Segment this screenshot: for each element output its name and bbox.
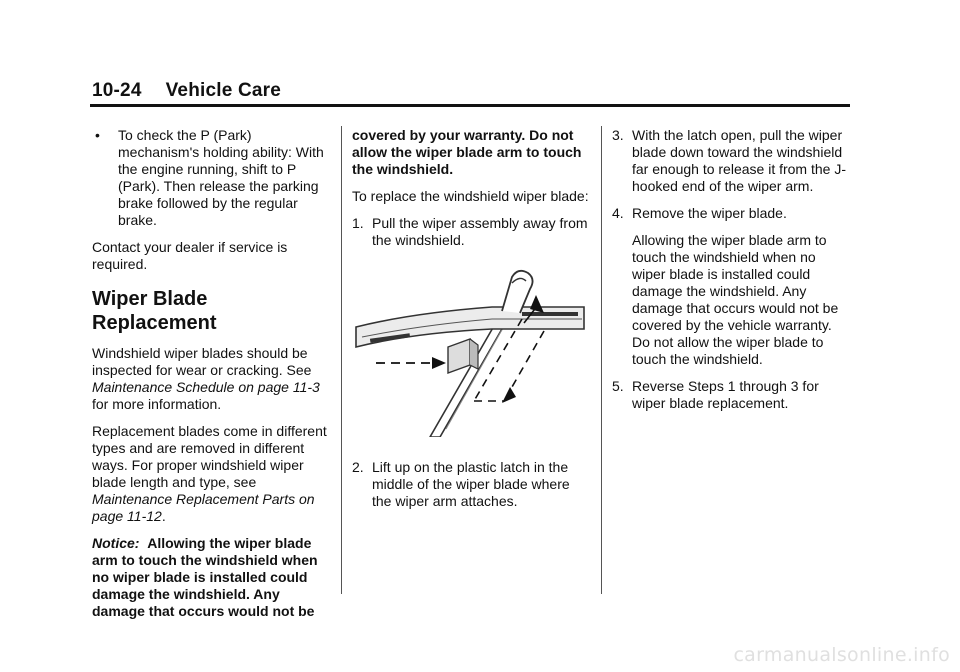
wiper-illustration — [352, 267, 592, 441]
page-header — [92, 80, 281, 102]
step-3: 3. With the latch open, pull the wiper blade down toward the windshield far enough to release it from the J-hooked end of the wiper arm. — [612, 127, 846, 194]
paragraph-replacement: Replacement blades come in different types and are removed in different ways. For proper windshield wiper blade length and type, see Maintenance Replacement Parts on page 11-12. — [92, 423, 327, 524]
step-5: 5. Reverse Steps 1 through 3 for wiper blade replacement. — [612, 378, 819, 411]
wiper-assembly-figure — [352, 267, 588, 437]
section-heading: Wiper Blade Replacement — [92, 288, 217, 334]
bullet-item — [92, 127, 332, 229]
bullet-icon: • — [95, 127, 100, 143]
notice-label: Notice: — [92, 535, 140, 551]
notice-continued: covered by your warranty. Do not allow the wiper blade arm to touch the windshield. — [352, 127, 582, 177]
column-2 — [352, 127, 592, 520]
column-divider-1 — [341, 126, 342, 594]
link-maintenance-schedule[interactable]: Maintenance Schedule on page 11-3 — [92, 379, 320, 395]
section-title: Vehicle Care — [165, 80, 282, 101]
column-1 — [92, 127, 332, 630]
notice-paragraph — [92, 535, 332, 620]
watermark-text: carmanualsonline.info — [733, 644, 950, 666]
paragraph-inspect: Windshield wiper blades should be inspected for wear or cracking. See Maintenance Schedule on page 11-3 for more information. — [92, 345, 320, 412]
contact-dealer-text: Contact your dealer if service is required. — [92, 239, 288, 272]
link-replacement-parts[interactable]: Maintenance Replacement Parts on page 11-12 — [92, 491, 315, 524]
page-number: 10-24 — [92, 80, 142, 101]
column-divider-2 — [601, 126, 602, 594]
column-3 — [612, 127, 852, 422]
header-rule — [90, 104, 850, 107]
step-4-note: Allowing the wiper blade arm to touch the windshield when no wiper blade is installed could damage the windshield. Any damage that occurs would not be covered by the vehicle warranty. Do not allow the wiper blade to touch the windshield. — [632, 232, 839, 367]
step-2: 2. Lift up on the plastic latch in the middle of the wiper blade where the wiper arm attaches. — [352, 459, 570, 509]
bullet-text: To check the P (Park) mechanism's holding ability: With the engine running, shift to P (Park). Then release the parking brake followed by the regular brake. — [118, 127, 324, 228]
step-1: 1. Pull the wiper assembly away from the windshield. — [352, 215, 588, 248]
replace-intro: To replace the windshield wiper blade: — [352, 188, 589, 204]
notice-text: Allowing the wiper blade arm to touch the windshield when no wiper blade is installed could damage the windshield. Any damage that occurs would not be — [92, 535, 318, 619]
step-4: 4. Remove the wiper blade. — [612, 205, 787, 221]
